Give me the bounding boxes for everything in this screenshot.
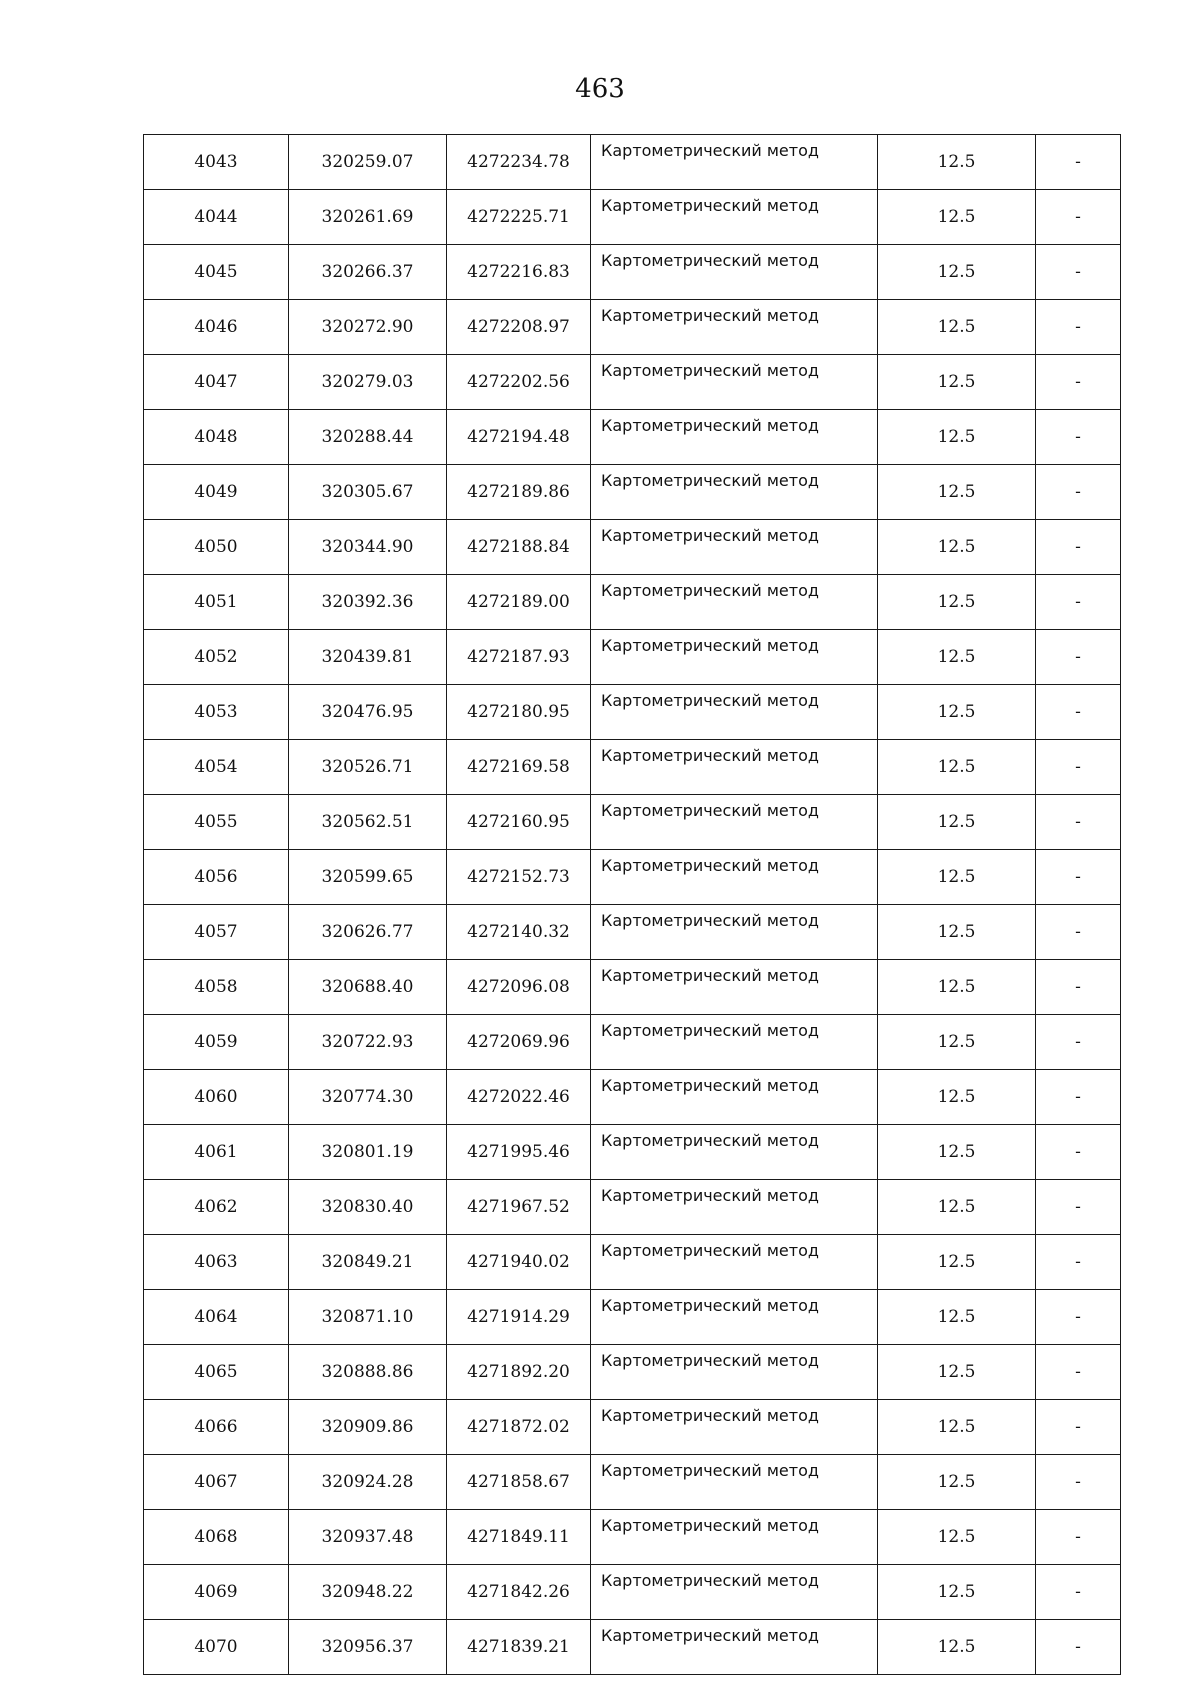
- x-coordinate-cell: 320722.93: [289, 1015, 447, 1070]
- table-row: [144, 300, 1121, 355]
- method-cell: Картометрический метод: [591, 1180, 878, 1235]
- y-coordinate-cell: 4271995.46: [447, 1125, 591, 1180]
- method-cell: Картометрический метод: [591, 300, 878, 355]
- table-row: [144, 190, 1121, 245]
- table-row: [144, 740, 1121, 795]
- accuracy-cell: 12.5: [878, 1400, 1036, 1455]
- note-cell: -: [1036, 1070, 1121, 1125]
- y-coordinate-cell: 4272188.84: [447, 520, 591, 575]
- point-number-cell: 4058: [144, 960, 289, 1015]
- method-cell: Картометрический метод: [591, 1345, 878, 1400]
- point-number-cell: 4052: [144, 630, 289, 685]
- point-number-cell: 4057: [144, 905, 289, 960]
- x-coordinate-cell: 320272.90: [289, 300, 447, 355]
- note-cell: -: [1036, 1455, 1121, 1510]
- note-cell: -: [1036, 300, 1121, 355]
- table-row: [144, 1290, 1121, 1345]
- method-cell: Картометрический метод: [591, 795, 878, 850]
- note-cell: -: [1036, 1125, 1121, 1180]
- point-number-cell: 4049: [144, 465, 289, 520]
- accuracy-cell: 12.5: [878, 1290, 1036, 1345]
- note-cell: -: [1036, 685, 1121, 740]
- x-coordinate-cell: 320344.90: [289, 520, 447, 575]
- note-cell: -: [1036, 355, 1121, 410]
- table-row: [144, 795, 1121, 850]
- accuracy-cell: 12.5: [878, 1510, 1036, 1565]
- table-row: [144, 685, 1121, 740]
- accuracy-cell: 12.5: [878, 850, 1036, 905]
- y-coordinate-cell: 4272069.96: [447, 1015, 591, 1070]
- method-cell: Картометрический метод: [591, 1070, 878, 1125]
- note-cell: -: [1036, 1345, 1121, 1400]
- table-row: [144, 410, 1121, 465]
- table-row: [144, 355, 1121, 410]
- y-coordinate-cell: 4272140.32: [447, 905, 591, 960]
- note-cell: -: [1036, 630, 1121, 685]
- point-number-cell: 4050: [144, 520, 289, 575]
- accuracy-cell: 12.5: [878, 190, 1036, 245]
- y-coordinate-cell: 4271914.29: [447, 1290, 591, 1345]
- note-cell: -: [1036, 740, 1121, 795]
- method-cell: Картометрический метод: [591, 575, 878, 630]
- method-cell: Картометрический метод: [591, 465, 878, 520]
- accuracy-cell: 12.5: [878, 1070, 1036, 1125]
- note-cell: -: [1036, 1015, 1121, 1070]
- note-cell: -: [1036, 245, 1121, 300]
- y-coordinate-cell: 4271892.20: [447, 1345, 591, 1400]
- accuracy-cell: 12.5: [878, 575, 1036, 630]
- table-row: [144, 1510, 1121, 1565]
- table-row: [144, 1400, 1121, 1455]
- accuracy-cell: 12.5: [878, 740, 1036, 795]
- table-row: [144, 630, 1121, 685]
- table-row: [144, 465, 1121, 520]
- table-row: [144, 1620, 1121, 1675]
- note-cell: -: [1036, 960, 1121, 1015]
- y-coordinate-cell: 4271858.67: [447, 1455, 591, 1510]
- note-cell: -: [1036, 190, 1121, 245]
- method-cell: Картометрический метод: [591, 1620, 878, 1675]
- accuracy-cell: 12.5: [878, 630, 1036, 685]
- x-coordinate-cell: 320888.86: [289, 1345, 447, 1400]
- y-coordinate-cell: 4272096.08: [447, 960, 591, 1015]
- coordinates-table-body: [144, 135, 1121, 1675]
- accuracy-cell: 12.5: [878, 905, 1036, 960]
- x-coordinate-cell: 320279.03: [289, 355, 447, 410]
- method-cell: Картометрический метод: [591, 355, 878, 410]
- x-coordinate-cell: 320956.37: [289, 1620, 447, 1675]
- method-cell: Картометрический метод: [591, 850, 878, 905]
- x-coordinate-cell: 320948.22: [289, 1565, 447, 1620]
- accuracy-cell: 12.5: [878, 1620, 1036, 1675]
- x-coordinate-cell: 320599.65: [289, 850, 447, 905]
- method-cell: Картометрический метод: [591, 1510, 878, 1565]
- x-coordinate-cell: 320801.19: [289, 1125, 447, 1180]
- point-number-cell: 4062: [144, 1180, 289, 1235]
- table-row: [144, 245, 1121, 300]
- table-row: [144, 1565, 1121, 1620]
- note-cell: -: [1036, 135, 1121, 190]
- note-cell: -: [1036, 795, 1121, 850]
- point-number-cell: 4046: [144, 300, 289, 355]
- accuracy-cell: 12.5: [878, 300, 1036, 355]
- x-coordinate-cell: 320266.37: [289, 245, 447, 300]
- y-coordinate-cell: 4272202.56: [447, 355, 591, 410]
- accuracy-cell: 12.5: [878, 1345, 1036, 1400]
- y-coordinate-cell: 4272189.00: [447, 575, 591, 630]
- x-coordinate-cell: 320562.51: [289, 795, 447, 850]
- x-coordinate-cell: 320526.71: [289, 740, 447, 795]
- point-number-cell: 4047: [144, 355, 289, 410]
- table-row: [144, 1180, 1121, 1235]
- method-cell: Картометрический метод: [591, 740, 878, 795]
- table-row: [144, 1015, 1121, 1070]
- note-cell: -: [1036, 520, 1121, 575]
- method-cell: Картометрический метод: [591, 1565, 878, 1620]
- accuracy-cell: 12.5: [878, 520, 1036, 575]
- x-coordinate-cell: 320871.10: [289, 1290, 447, 1345]
- x-coordinate-cell: 320392.36: [289, 575, 447, 630]
- y-coordinate-cell: 4272022.46: [447, 1070, 591, 1125]
- y-coordinate-cell: 4271872.02: [447, 1400, 591, 1455]
- x-coordinate-cell: 320476.95: [289, 685, 447, 740]
- page-number: 463: [575, 74, 625, 104]
- point-number-cell: 4045: [144, 245, 289, 300]
- note-cell: -: [1036, 1290, 1121, 1345]
- point-number-cell: 4070: [144, 1620, 289, 1675]
- point-number-cell: 4043: [144, 135, 289, 190]
- accuracy-cell: 12.5: [878, 410, 1036, 465]
- accuracy-cell: 12.5: [878, 685, 1036, 740]
- point-number-cell: 4056: [144, 850, 289, 905]
- point-number-cell: 4048: [144, 410, 289, 465]
- accuracy-cell: 12.5: [878, 1455, 1036, 1510]
- method-cell: Картометрический метод: [591, 1235, 878, 1290]
- table-row: [144, 1070, 1121, 1125]
- table-row: [144, 1345, 1121, 1400]
- table-row: [144, 1235, 1121, 1290]
- point-number-cell: 4068: [144, 1510, 289, 1565]
- note-cell: -: [1036, 905, 1121, 960]
- accuracy-cell: 12.5: [878, 1235, 1036, 1290]
- table-row: [144, 960, 1121, 1015]
- table-row: [144, 575, 1121, 630]
- x-coordinate-cell: 320259.07: [289, 135, 447, 190]
- x-coordinate-cell: 320688.40: [289, 960, 447, 1015]
- y-coordinate-cell: 4272160.95: [447, 795, 591, 850]
- note-cell: -: [1036, 575, 1121, 630]
- x-coordinate-cell: 320909.86: [289, 1400, 447, 1455]
- point-number-cell: 4044: [144, 190, 289, 245]
- x-coordinate-cell: 320849.21: [289, 1235, 447, 1290]
- table-row: [144, 1125, 1121, 1180]
- point-number-cell: 4069: [144, 1565, 289, 1620]
- table-row: [144, 520, 1121, 575]
- y-coordinate-cell: 4272194.48: [447, 410, 591, 465]
- point-number-cell: 4055: [144, 795, 289, 850]
- y-coordinate-cell: 4271940.02: [447, 1235, 591, 1290]
- accuracy-cell: 12.5: [878, 795, 1036, 850]
- note-cell: -: [1036, 1400, 1121, 1455]
- method-cell: Картометрический метод: [591, 245, 878, 300]
- method-cell: Картометрический метод: [591, 1125, 878, 1180]
- y-coordinate-cell: 4271839.21: [447, 1620, 591, 1675]
- note-cell: -: [1036, 1510, 1121, 1565]
- accuracy-cell: 12.5: [878, 355, 1036, 410]
- note-cell: -: [1036, 465, 1121, 520]
- table-row: [144, 850, 1121, 905]
- x-coordinate-cell: 320774.30: [289, 1070, 447, 1125]
- point-number-cell: 4063: [144, 1235, 289, 1290]
- method-cell: Картометрический метод: [591, 685, 878, 740]
- point-number-cell: 4059: [144, 1015, 289, 1070]
- point-number-cell: 4066: [144, 1400, 289, 1455]
- method-cell: Картометрический метод: [591, 630, 878, 685]
- accuracy-cell: 12.5: [878, 1180, 1036, 1235]
- y-coordinate-cell: 4272152.73: [447, 850, 591, 905]
- method-cell: Картометрический метод: [591, 520, 878, 575]
- x-coordinate-cell: 320305.67: [289, 465, 447, 520]
- note-cell: -: [1036, 1620, 1121, 1675]
- x-coordinate-cell: 320439.81: [289, 630, 447, 685]
- accuracy-cell: 12.5: [878, 245, 1036, 300]
- point-number-cell: 4065: [144, 1345, 289, 1400]
- point-number-cell: 4060: [144, 1070, 289, 1125]
- table-row: [144, 1455, 1121, 1510]
- accuracy-cell: 12.5: [878, 960, 1036, 1015]
- point-number-cell: 4051: [144, 575, 289, 630]
- note-cell: -: [1036, 1565, 1121, 1620]
- note-cell: -: [1036, 1180, 1121, 1235]
- method-cell: Картометрический метод: [591, 190, 878, 245]
- note-cell: -: [1036, 410, 1121, 465]
- x-coordinate-cell: 320288.44: [289, 410, 447, 465]
- method-cell: Картометрический метод: [591, 1400, 878, 1455]
- y-coordinate-cell: 4272234.78: [447, 135, 591, 190]
- note-cell: -: [1036, 1235, 1121, 1290]
- method-cell: Картометрический метод: [591, 1290, 878, 1345]
- y-coordinate-cell: 4271842.26: [447, 1565, 591, 1620]
- x-coordinate-cell: 320261.69: [289, 190, 447, 245]
- point-number-cell: 4064: [144, 1290, 289, 1345]
- note-cell: -: [1036, 850, 1121, 905]
- table-row: [144, 135, 1121, 190]
- x-coordinate-cell: 320924.28: [289, 1455, 447, 1510]
- coordinates-table: [143, 134, 1121, 1675]
- y-coordinate-cell: 4272208.97: [447, 300, 591, 355]
- method-cell: Картометрический метод: [591, 905, 878, 960]
- accuracy-cell: 12.5: [878, 465, 1036, 520]
- y-coordinate-cell: 4272187.93: [447, 630, 591, 685]
- table-row: [144, 905, 1121, 960]
- y-coordinate-cell: 4272225.71: [447, 190, 591, 245]
- y-coordinate-cell: 4272216.83: [447, 245, 591, 300]
- method-cell: Картометрический метод: [591, 960, 878, 1015]
- y-coordinate-cell: 4271967.52: [447, 1180, 591, 1235]
- x-coordinate-cell: 320626.77: [289, 905, 447, 960]
- point-number-cell: 4067: [144, 1455, 289, 1510]
- x-coordinate-cell: 320937.48: [289, 1510, 447, 1565]
- method-cell: Картометрический метод: [591, 1455, 878, 1510]
- point-number-cell: 4053: [144, 685, 289, 740]
- y-coordinate-cell: 4272180.95: [447, 685, 591, 740]
- x-coordinate-cell: 320830.40: [289, 1180, 447, 1235]
- point-number-cell: 4061: [144, 1125, 289, 1180]
- method-cell: Картометрический метод: [591, 135, 878, 190]
- accuracy-cell: 12.5: [878, 135, 1036, 190]
- y-coordinate-cell: 4272189.86: [447, 465, 591, 520]
- y-coordinate-cell: 4272169.58: [447, 740, 591, 795]
- y-coordinate-cell: 4271849.11: [447, 1510, 591, 1565]
- accuracy-cell: 12.5: [878, 1015, 1036, 1070]
- method-cell: Картометрический метод: [591, 1015, 878, 1070]
- accuracy-cell: 12.5: [878, 1565, 1036, 1620]
- accuracy-cell: 12.5: [878, 1125, 1036, 1180]
- method-cell: Картометрический метод: [591, 410, 878, 465]
- point-number-cell: 4054: [144, 740, 289, 795]
